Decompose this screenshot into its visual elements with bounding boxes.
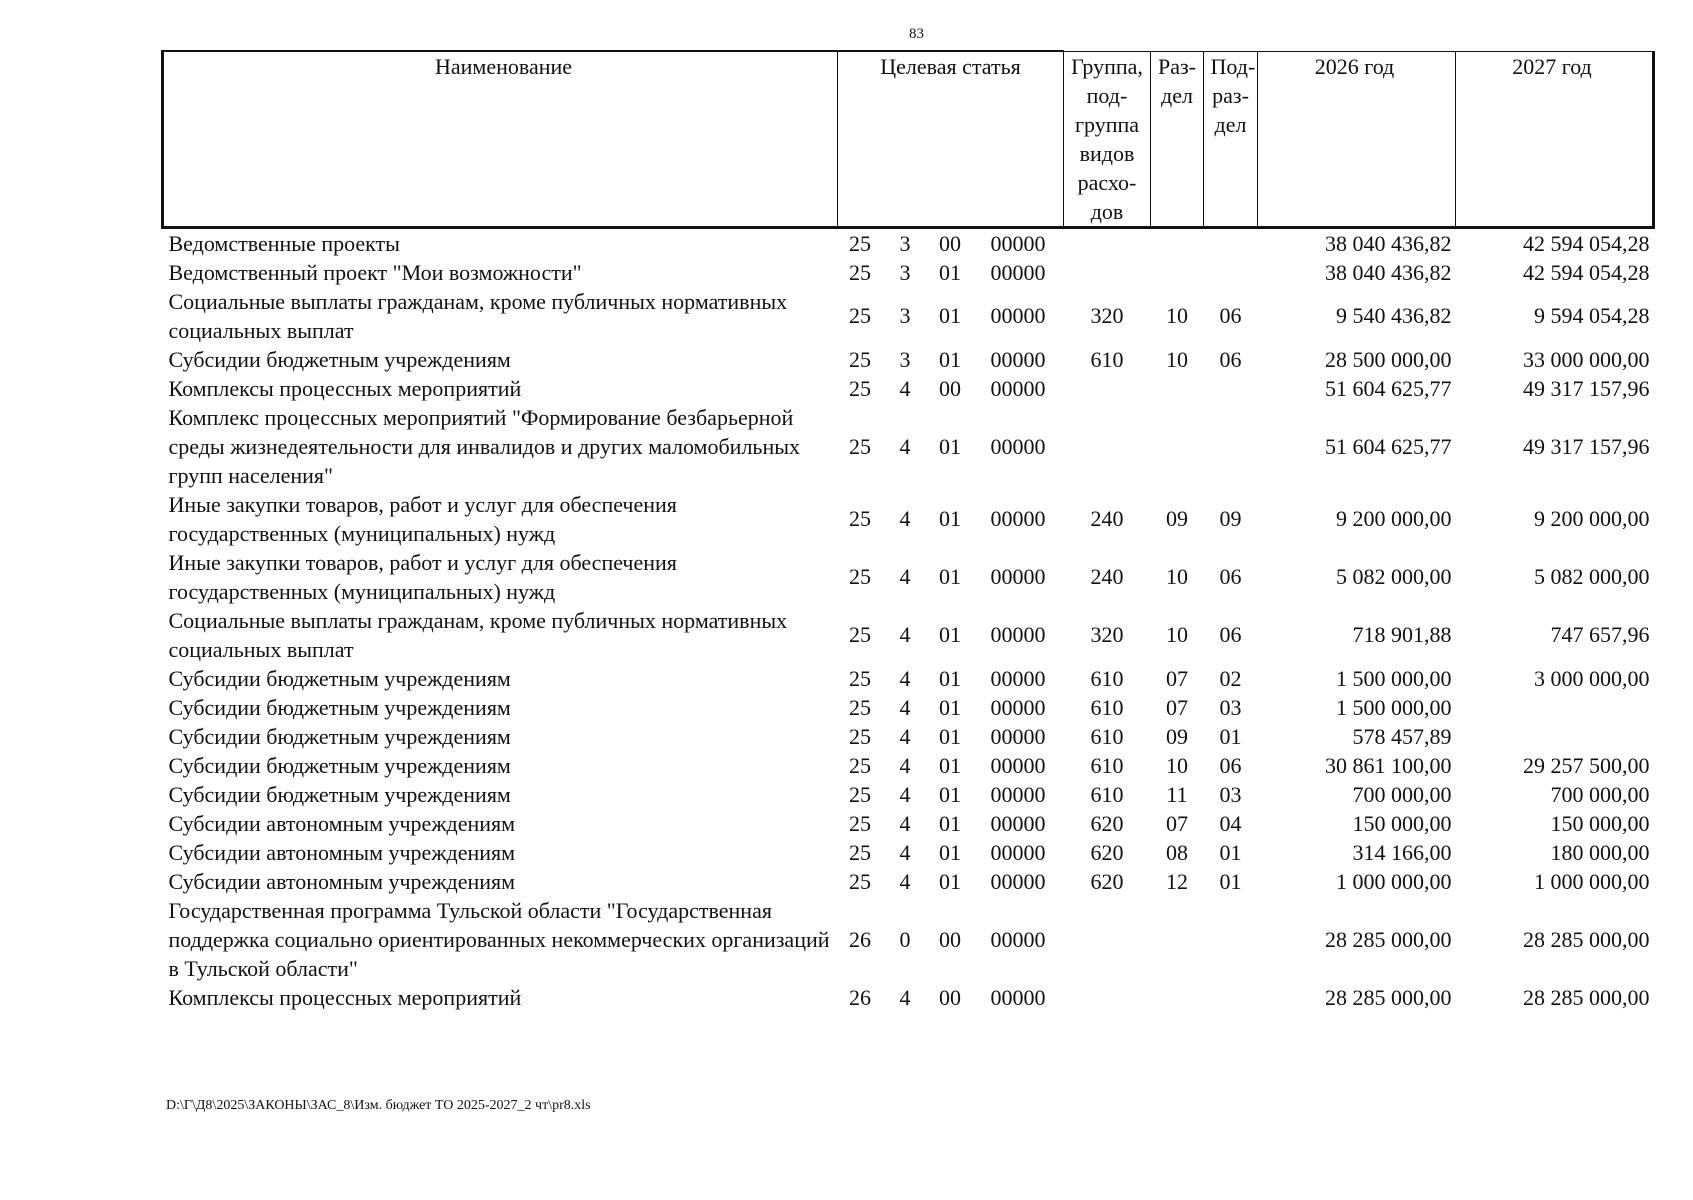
section: 09 (1166, 723, 1188, 749)
expense-group (1064, 983, 1151, 1012)
target-event-code: 00 (939, 984, 961, 1010)
row-name: Комплекс процессных мероприятий "Формирование безбарьерной среды жизнедеятельности для инвалидов и других маломобильных групп населения" (168, 404, 801, 488)
expense-group: 320 (1090, 303, 1124, 328)
amount-2027 (1456, 693, 1654, 722)
target-subprogram-code: 3 (899, 346, 911, 372)
subsection: 01 (1219, 868, 1242, 894)
expense-group: 610 (1090, 752, 1124, 778)
table-body (163, 227, 1654, 1012)
amount-2026: 1 500 000,00 (1336, 694, 1452, 720)
table-row (163, 867, 1654, 896)
amount-2026: 38 040 436,82 (1325, 259, 1452, 285)
table-row (163, 606, 1654, 664)
section: 10 (1166, 622, 1188, 647)
row-name: Иные закупки товаров, работ и услуг для обеспечения государственных (муниципальных) нужд (168, 549, 677, 604)
header-subsection: Под-раз-дел (1204, 51, 1258, 227)
target-event-code: 01 (939, 694, 961, 720)
row-name: Субсидии автономным учреждениям (168, 810, 516, 836)
section (1151, 374, 1204, 403)
amount-2026: 718 901,88 (1352, 622, 1452, 647)
expense-group: 610 (1090, 346, 1124, 372)
subsection: 06 (1219, 303, 1242, 328)
section: 07 (1166, 665, 1188, 691)
table-row (163, 809, 1654, 838)
row-name: Субсидии бюджетным учреждениям (168, 694, 511, 720)
page-number: 83 (909, 26, 924, 42)
target-program-code: 25 (849, 506, 871, 531)
section: 10 (1166, 346, 1188, 372)
row-name: Ведомственные проекты (168, 230, 400, 256)
expense-group (1064, 896, 1151, 983)
target-subprogram-code: 4 (899, 433, 911, 459)
section: 10 (1166, 303, 1188, 328)
target-subprogram-code: 4 (899, 810, 911, 836)
row-name: Государственная программа Тульской области "Государственная поддержка социально ориентированных некоммерческих организаций в Тульской области" (168, 897, 830, 981)
row-name: Субсидии бюджетным учреждениям (168, 723, 511, 749)
target-event-code: 00 (939, 926, 961, 952)
target-direction-code: 00000 (990, 810, 1046, 836)
subsection: 02 (1219, 665, 1242, 691)
table-row (163, 664, 1654, 693)
amount-2026: 28 285 000,00 (1325, 984, 1452, 1010)
row-name: Субсидии автономным учреждениям (168, 839, 516, 865)
subsection: 06 (1219, 752, 1242, 778)
target-event-code: 01 (939, 564, 961, 589)
target-event-code: 01 (939, 346, 961, 372)
row-name: Субсидии бюджетным учреждениям (168, 346, 511, 372)
table-row (163, 983, 1654, 1012)
amount-2027: 42 594 054,28 (1523, 259, 1650, 285)
target-direction-code: 00000 (990, 564, 1046, 589)
table-row (163, 751, 1654, 780)
row-name: Субсидии бюджетным учреждениям (168, 781, 511, 807)
target-direction-code: 00000 (990, 506, 1046, 531)
table-row (163, 374, 1654, 403)
expense-group: 240 (1090, 564, 1124, 589)
target-event-code: 01 (939, 868, 961, 894)
target-subprogram-code: 4 (899, 723, 911, 749)
row-name: Иные закупки товаров, работ и услуг для обеспечения государственных (муниципальных) нужд (168, 491, 677, 546)
target-subprogram-code: 4 (899, 375, 911, 401)
expense-group (1064, 227, 1151, 258)
table-row (163, 345, 1654, 374)
target-subprogram-code: 4 (899, 984, 911, 1010)
amount-2027: 9 594 054,28 (1534, 303, 1650, 328)
expense-group: 610 (1090, 723, 1124, 749)
target-direction-code: 00000 (990, 303, 1046, 328)
amount-2027: 5 082 000,00 (1534, 564, 1650, 589)
target-subprogram-code: 4 (899, 752, 911, 778)
target-event-code: 01 (939, 810, 961, 836)
target-program-code: 25 (849, 781, 871, 807)
subsection (1204, 258, 1258, 287)
target-event-code: 01 (939, 303, 961, 328)
amount-2027: 700 000,00 (1550, 781, 1650, 807)
table-row (163, 287, 1654, 345)
amount-2026: 30 861 100,00 (1325, 752, 1452, 778)
header-year-2027: 2027 год (1456, 51, 1654, 227)
target-program-code: 26 (849, 984, 871, 1010)
section (1151, 258, 1204, 287)
table-row (163, 227, 1654, 258)
target-subprogram-code: 4 (899, 506, 911, 531)
footer-file-path: D:\Г\Д8\2025\ЗАКОНЫ\ЗАС_8\Изм. бюджет ТО 2025-2027_2 чт\pr8.xls (166, 1098, 591, 1113)
amount-2027: 150 000,00 (1550, 810, 1650, 836)
amount-2027: 49 317 157,96 (1523, 375, 1650, 401)
amount-2026: 150 000,00 (1352, 810, 1452, 836)
header-expense-group: Группа, под-группа видов расхо-дов (1064, 51, 1151, 227)
header-name: Наименование (163, 51, 838, 227)
amount-2026: 578 457,89 (1352, 723, 1452, 749)
target-direction-code: 00000 (990, 375, 1046, 401)
target-direction-code: 00000 (990, 781, 1046, 807)
header-row (163, 51, 1654, 227)
target-direction-code: 00000 (990, 259, 1046, 285)
table-row (163, 258, 1654, 287)
target-subprogram-code: 0 (899, 926, 911, 952)
section (1151, 403, 1204, 490)
expense-group: 320 (1090, 622, 1124, 647)
subsection: 06 (1219, 564, 1242, 589)
subsection (1204, 983, 1258, 1012)
amount-2026: 700 000,00 (1352, 781, 1452, 807)
amount-2027 (1456, 722, 1654, 751)
target-event-code: 01 (939, 781, 961, 807)
table-row (163, 838, 1654, 867)
subsection (1204, 403, 1258, 490)
target-direction-code: 00000 (990, 868, 1046, 894)
row-name: Субсидии автономным учреждениям (168, 868, 516, 894)
target-direction-code: 00000 (990, 433, 1046, 459)
row-name: Ведомственный проект "Мои возможности" (168, 259, 582, 285)
amount-2027: 747 657,96 (1550, 622, 1650, 647)
target-subprogram-code: 3 (899, 303, 911, 328)
section: 12 (1166, 868, 1188, 894)
target-event-code: 00 (939, 375, 961, 401)
target-program-code: 25 (849, 346, 871, 372)
section: 07 (1166, 694, 1188, 720)
amount-2026: 38 040 436,82 (1325, 230, 1452, 256)
budget-table (161, 50, 1655, 1012)
target-event-code: 01 (939, 723, 961, 749)
amount-2026: 1 500 000,00 (1336, 665, 1452, 691)
expense-group: 240 (1090, 506, 1124, 531)
section (1151, 227, 1204, 258)
table-row (163, 896, 1654, 983)
row-name: Комплексы процессных мероприятий (168, 375, 522, 401)
amount-2026: 51 604 625,77 (1325, 433, 1452, 459)
target-direction-code: 00000 (990, 694, 1046, 720)
row-name: Субсидии бюджетным учреждениям (168, 752, 511, 778)
subsection (1204, 227, 1258, 258)
table-row (163, 403, 1654, 490)
target-event-code: 00 (939, 230, 961, 256)
expense-group: 610 (1090, 781, 1124, 807)
target-direction-code: 00000 (990, 752, 1046, 778)
row-name: Комплексы процессных мероприятий (168, 984, 522, 1010)
amount-2026: 9 200 000,00 (1336, 506, 1452, 531)
target-event-code: 01 (939, 665, 961, 691)
target-program-code: 25 (849, 375, 871, 401)
target-direction-code: 00000 (990, 723, 1046, 749)
target-event-code: 01 (939, 259, 961, 285)
header-section: Раз-дел (1151, 51, 1204, 227)
target-event-code: 01 (939, 622, 961, 647)
header-year-2026: 2026 год (1258, 51, 1456, 227)
subsection (1204, 374, 1258, 403)
amount-2027: 180 000,00 (1550, 839, 1650, 865)
subsection (1204, 896, 1258, 983)
table-row (163, 693, 1654, 722)
target-direction-code: 00000 (990, 346, 1046, 372)
expense-group (1064, 403, 1151, 490)
table-row (163, 722, 1654, 751)
section (1151, 983, 1204, 1012)
row-name: Социальные выплаты гражданам, кроме публичных нормативных социальных выплат (168, 288, 788, 343)
target-direction-code: 00000 (990, 665, 1046, 691)
target-program-code: 25 (849, 810, 871, 836)
target-event-code: 01 (939, 433, 961, 459)
target-subprogram-code: 3 (899, 230, 911, 256)
target-event-code: 01 (939, 752, 961, 778)
expense-group: 620 (1090, 839, 1124, 865)
target-subprogram-code: 4 (899, 622, 911, 647)
amount-2026: 9 540 436,82 (1336, 303, 1452, 328)
amount-2027: 28 285 000,00 (1523, 984, 1650, 1010)
subsection: 04 (1219, 810, 1242, 836)
target-event-code: 01 (939, 506, 961, 531)
table-row (163, 780, 1654, 809)
target-program-code: 25 (849, 723, 871, 749)
target-direction-code: 00000 (990, 926, 1046, 952)
expense-group: 610 (1090, 694, 1124, 720)
target-subprogram-code: 4 (899, 564, 911, 589)
subsection: 01 (1219, 723, 1242, 749)
amount-2026: 28 500 000,00 (1325, 346, 1452, 372)
target-direction-code: 00000 (990, 230, 1046, 256)
header-target-article: Целевая статья (838, 51, 1064, 227)
section: 11 (1166, 781, 1188, 807)
section: 09 (1166, 506, 1188, 531)
subsection: 06 (1219, 346, 1242, 372)
section (1151, 896, 1204, 983)
amount-2027: 29 257 500,00 (1523, 752, 1650, 778)
amount-2027: 1 000 000,00 (1534, 868, 1650, 894)
expense-group: 620 (1090, 868, 1124, 894)
expense-group: 610 (1090, 665, 1124, 691)
target-program-code: 25 (849, 230, 871, 256)
expense-group: 620 (1090, 810, 1124, 836)
row-name: Социальные выплаты гражданам, кроме публичных нормативных социальных выплат (168, 607, 788, 662)
target-program-code: 25 (849, 839, 871, 865)
subsection: 03 (1219, 694, 1242, 720)
amount-2027: 33 000 000,00 (1523, 346, 1650, 372)
section: 10 (1166, 752, 1188, 778)
target-subprogram-code: 4 (899, 868, 911, 894)
row-name: Субсидии бюджетным учреждениям (168, 665, 511, 691)
section: 10 (1166, 564, 1188, 589)
amount-2026: 5 082 000,00 (1336, 564, 1452, 589)
target-subprogram-code: 4 (899, 694, 911, 720)
expense-group (1064, 374, 1151, 403)
table-row (163, 548, 1654, 606)
target-direction-code: 00000 (990, 622, 1046, 647)
section: 08 (1166, 839, 1188, 865)
amount-2026: 28 285 000,00 (1325, 926, 1452, 952)
section: 07 (1166, 810, 1188, 836)
amount-2026: 51 604 625,77 (1325, 375, 1452, 401)
target-program-code: 25 (849, 433, 871, 459)
amount-2026: 1 000 000,00 (1336, 868, 1452, 894)
target-subprogram-code: 3 (899, 259, 911, 285)
subsection: 01 (1219, 839, 1242, 865)
subsection: 06 (1219, 622, 1242, 647)
subsection: 03 (1219, 781, 1242, 807)
target-program-code: 25 (849, 665, 871, 691)
target-subprogram-code: 4 (899, 781, 911, 807)
target-subprogram-code: 4 (899, 839, 911, 865)
subsection: 09 (1219, 506, 1242, 531)
target-program-code: 25 (849, 564, 871, 589)
amount-2027: 9 200 000,00 (1534, 506, 1650, 531)
target-direction-code: 00000 (990, 839, 1046, 865)
target-program-code: 26 (849, 926, 871, 952)
target-program-code: 25 (849, 752, 871, 778)
target-program-code: 25 (849, 694, 871, 720)
expense-group (1064, 258, 1151, 287)
target-event-code: 01 (939, 839, 961, 865)
table-header (163, 51, 1654, 227)
target-program-code: 25 (849, 868, 871, 894)
amount-2026: 314 166,00 (1352, 839, 1452, 865)
target-program-code: 25 (849, 259, 871, 285)
target-subprogram-code: 4 (899, 665, 911, 691)
amount-2027: 49 317 157,96 (1523, 433, 1650, 459)
target-program-code: 25 (849, 303, 871, 328)
target-direction-code: 00000 (990, 984, 1046, 1010)
table-row (163, 490, 1654, 548)
amount-2027: 42 594 054,28 (1523, 230, 1650, 256)
amount-2027: 3 000 000,00 (1534, 665, 1650, 691)
target-program-code: 25 (849, 622, 871, 647)
amount-2027: 28 285 000,00 (1523, 926, 1650, 952)
